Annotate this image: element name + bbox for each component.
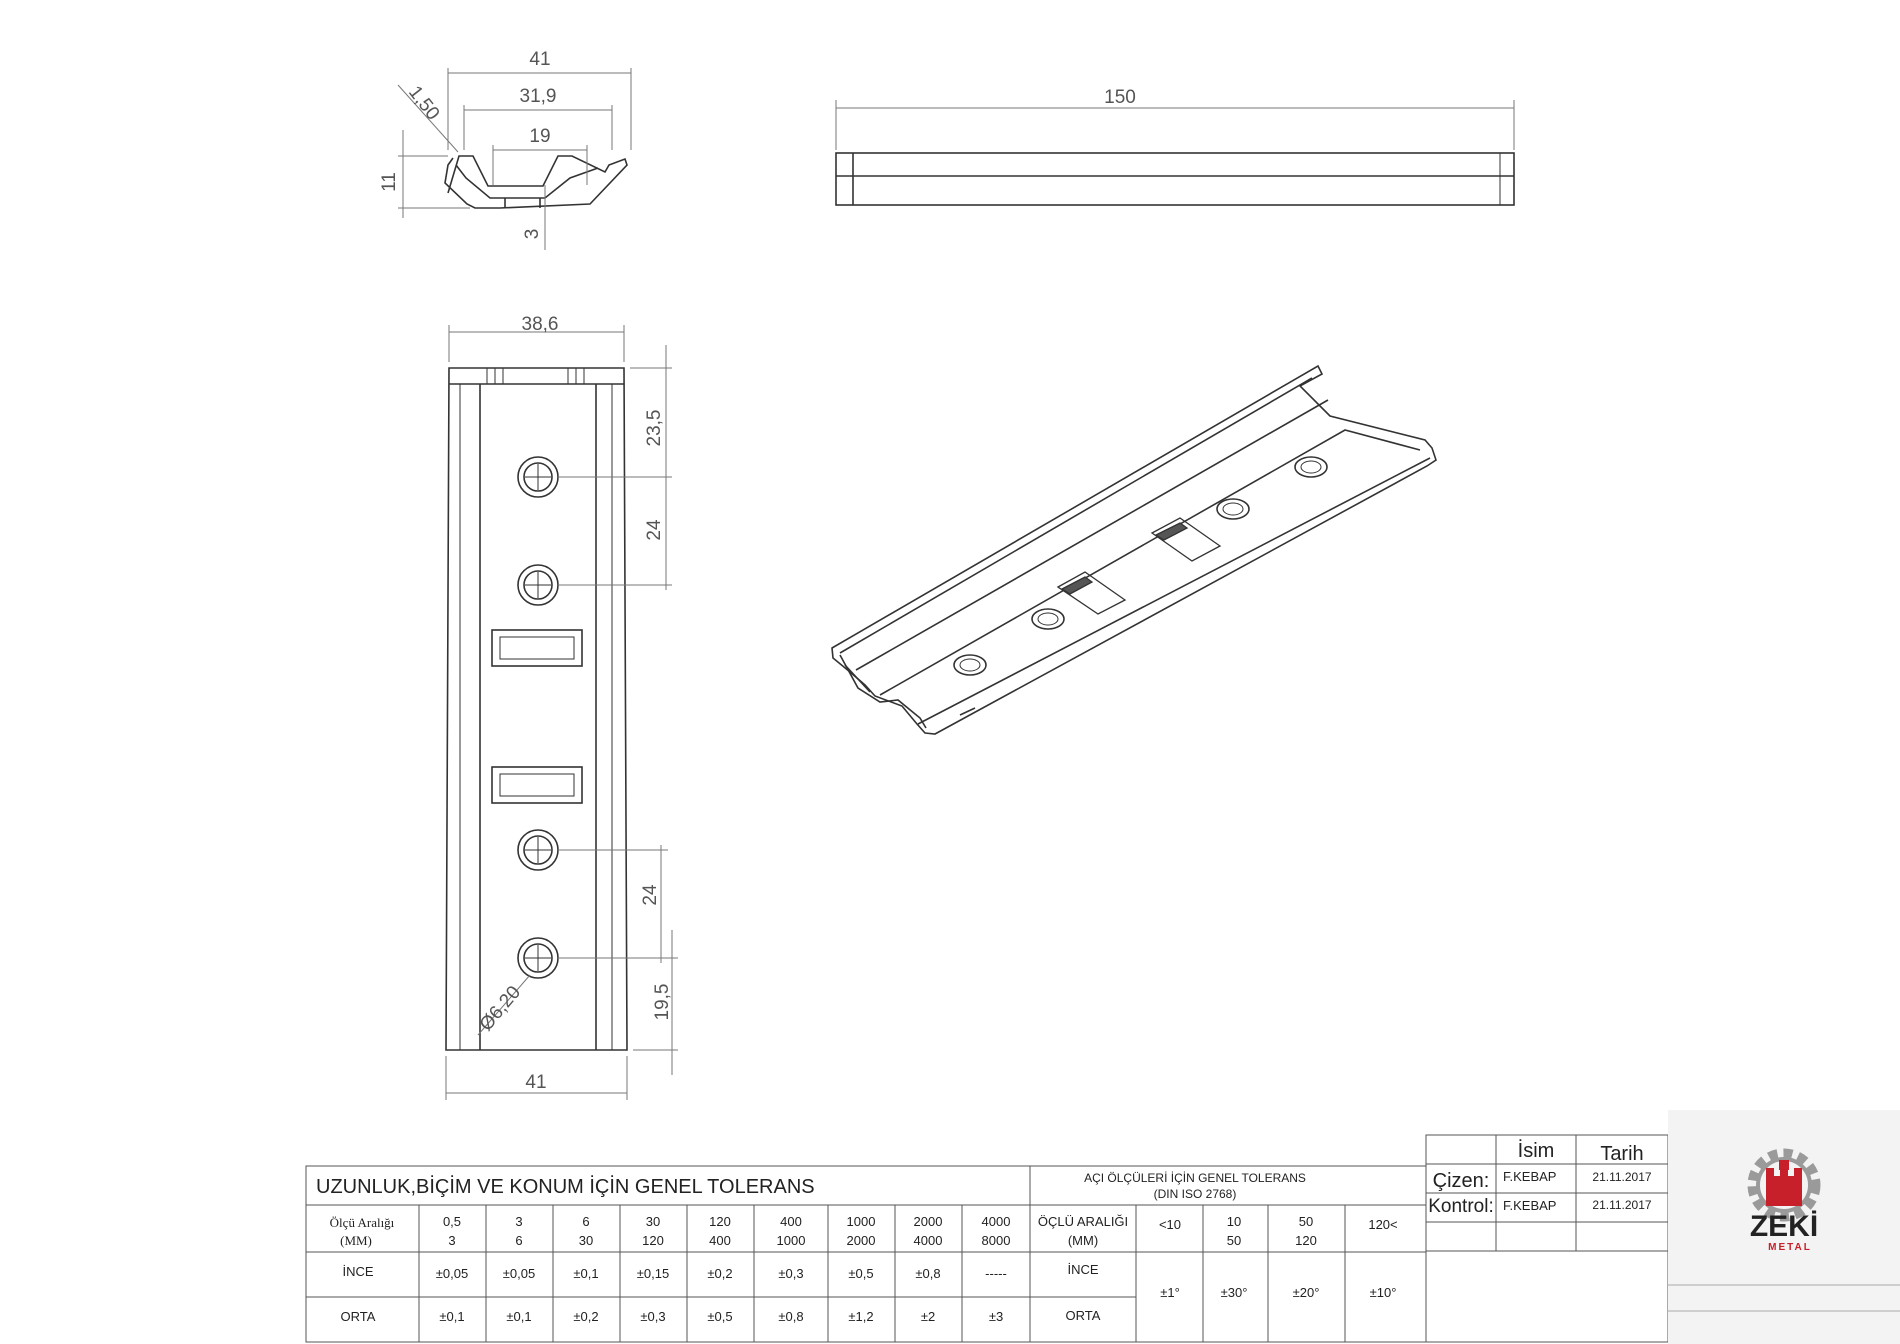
drawn-date: 21.11.2017: [1592, 1170, 1652, 1184]
angle-tolerance-cell: ±1°: [1160, 1285, 1180, 1300]
tolerance-cell: ±0,8: [778, 1309, 804, 1324]
tolerance-cell: -----: [985, 1266, 1007, 1281]
isometric-view-slots: [1058, 518, 1220, 614]
tolerance-cell: ±0,2: [573, 1309, 599, 1324]
section-dimension-lines: [398, 68, 631, 250]
range-unit-label: (MM): [340, 1233, 372, 1248]
angle-row-medium-label: ORTA: [1065, 1308, 1101, 1323]
angle-tolerance-cell: ±30°: [1220, 1285, 1248, 1300]
dim-hole-diameter: Ø6,20: [475, 982, 526, 1036]
range-from: 400: [780, 1214, 802, 1229]
angle-range-unit-label: (MM): [1067, 1233, 1099, 1248]
range-from: 120: [709, 1214, 731, 1229]
tolerance-cell: ±0,1: [506, 1309, 532, 1324]
row-medium-label: ORTA: [340, 1309, 376, 1324]
dim-profile-depth: 3: [522, 228, 543, 240]
range-to: 1000: [776, 1233, 806, 1248]
logo-subtitle: METAL: [1768, 1242, 1812, 1253]
drawn-by-name: F.KEBAP: [1503, 1169, 1557, 1184]
tolerance-cell: ±0,05: [435, 1266, 469, 1281]
tolerance-cell: ±0,1: [439, 1309, 465, 1324]
range-label: Ölçü Aralığı: [329, 1215, 395, 1230]
isometric-view: [832, 366, 1436, 734]
range-to: 30: [578, 1233, 594, 1248]
range-to: 2000: [846, 1233, 876, 1248]
tolerance-cell: ±3: [988, 1309, 1004, 1324]
range-from: 3: [515, 1214, 523, 1229]
dim-profile-height: 11: [379, 172, 400, 192]
tolerance-table-title: UZUNLUK,BİÇİM VE KONUM İÇİN GENEL TOLERANS: [316, 1176, 815, 1198]
angle-range-to: 120: [1295, 1233, 1317, 1248]
tolerance-cell: ±2: [920, 1309, 936, 1324]
dim-hole-pitch-1: 24: [644, 519, 665, 541]
dim-profile-width-inner: 31,9: [519, 86, 557, 107]
title-block: [1426, 1110, 1900, 1344]
range-to: 8000: [981, 1233, 1011, 1248]
angle-tolerance-cell: ±20°: [1292, 1285, 1320, 1300]
dim-length: 150: [1104, 87, 1136, 108]
angle-range-label: ÖÇLÜ ARALIĞI: [1037, 1214, 1129, 1229]
angle-range-from: <10: [1158, 1217, 1182, 1232]
range-from: 30: [645, 1214, 661, 1229]
tolerance-cell: ±1,2: [848, 1309, 874, 1324]
range-from: 6: [582, 1214, 590, 1229]
tolerance-table: [306, 1166, 1426, 1342]
range-to: 3: [448, 1233, 456, 1248]
dim-hole-offset-bottom: 19,5: [652, 983, 673, 1021]
angle-table-standard: (DIN ISO 2768): [1153, 1187, 1237, 1201]
range-from: 0,5: [442, 1214, 462, 1229]
angle-tolerance-cell: ±10°: [1369, 1285, 1397, 1300]
dim-front-width-bottom: 41: [525, 1072, 547, 1093]
side-dimension-lines: [836, 100, 1514, 150]
range-to: 4000: [913, 1233, 943, 1248]
tolerance-cell: ±0,15: [636, 1266, 670, 1281]
title-block-date-header: Tarih: [1600, 1143, 1644, 1165]
angle-range-to: 50: [1226, 1233, 1242, 1248]
checked-by-name: F.KEBAP: [1503, 1198, 1557, 1213]
side-view: [836, 153, 1514, 205]
range-to: 400: [709, 1233, 731, 1248]
row-fine-label: İNCE: [342, 1264, 374, 1279]
tolerance-cell: ±0,3: [640, 1309, 666, 1324]
dim-front-width-top: 38,6: [521, 314, 559, 335]
range-from: 4000: [981, 1214, 1011, 1229]
tolerance-cell: ±0,5: [707, 1309, 733, 1324]
range-to: 120: [642, 1233, 664, 1248]
tolerance-cell: ±0,1: [573, 1266, 599, 1281]
logo-name: ZEKİ: [1749, 1210, 1819, 1243]
checked-date: 21.11.2017: [1592, 1198, 1652, 1212]
front-view: [446, 368, 627, 1050]
angle-range-from: 50: [1298, 1214, 1314, 1229]
section-view: [445, 156, 627, 208]
range-from: 2000: [913, 1214, 943, 1229]
dim-hole-pitch-2: 24: [640, 884, 661, 906]
tolerance-cell: ±0,2: [707, 1266, 733, 1281]
front-view-holes: [518, 457, 558, 978]
dim-profile-width-outer: 41: [529, 49, 551, 70]
tolerance-cell: ±0,5: [848, 1266, 874, 1281]
checked-by-label: Kontrol:: [1428, 1196, 1494, 1217]
angle-range-from: 120<: [1368, 1217, 1398, 1232]
range-from: 1000: [846, 1214, 876, 1229]
angle-table-title: AÇI ÖLÇÜLERİ İÇİN GENEL TOLERANS: [1084, 1171, 1306, 1185]
tolerance-cell: ±0,05: [502, 1266, 536, 1281]
angle-row-fine-label: İNCE: [1067, 1262, 1099, 1277]
dim-hole-offset-top: 23,5: [644, 409, 665, 447]
title-block-name-header: İsim: [1517, 1140, 1555, 1162]
angle-range-from: 10: [1226, 1214, 1242, 1229]
tolerance-cell: ±0,3: [778, 1266, 804, 1281]
dim-profile-thickness: 1,50: [404, 82, 444, 125]
dim-profile-slot-width: 19: [529, 126, 551, 147]
tolerance-cell: ±0,8: [915, 1266, 941, 1281]
drawn-by-label: Çizen:: [1432, 1170, 1490, 1192]
range-to: 6: [515, 1233, 523, 1248]
